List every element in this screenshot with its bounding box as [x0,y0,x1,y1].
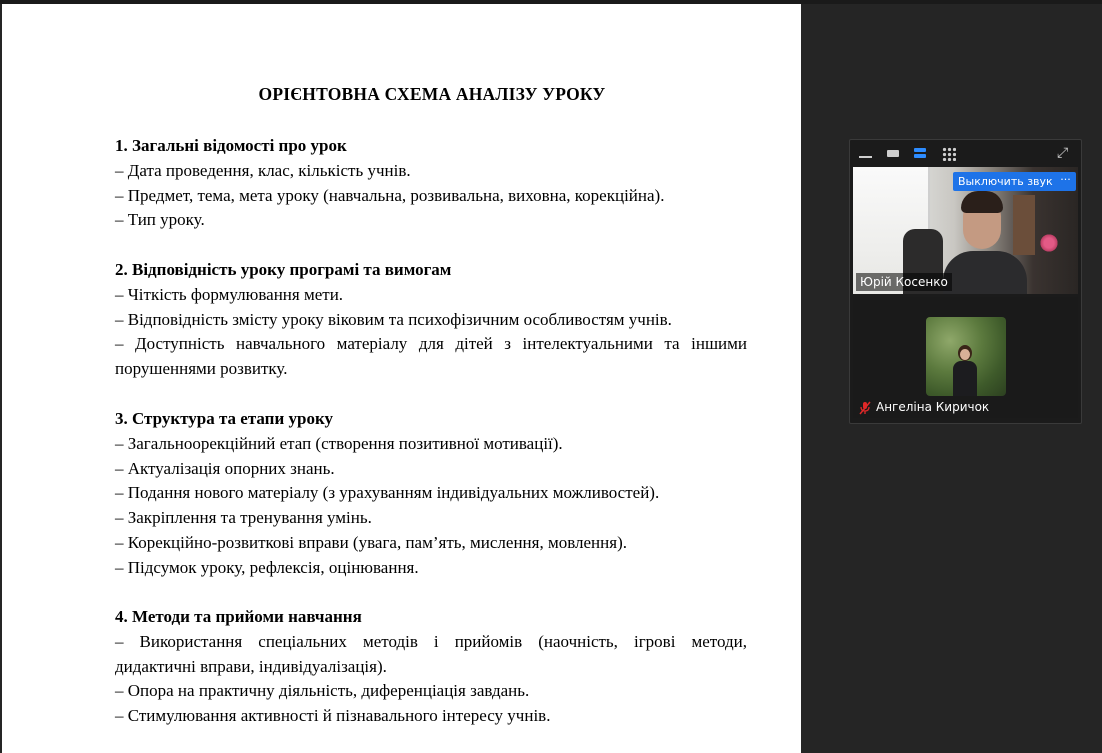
gallery-view-icon[interactable] [942,147,956,161]
section-heading: 4. Методи та прийоми навчання [115,607,362,626]
video-panel [849,139,1082,424]
section-line: – Стимулювання активності й пізнавального інтересу учнів. [115,706,551,726]
section-line: – Предмет, тема, мета уроку (навчальна, розвивальна, виховна, корекційна). [115,185,665,205]
shared-document [2,4,801,753]
section-line: – Доступність навчального матеріалу для дітей з інтелектуальними та іншими [115,334,747,354]
video-panel-toolbar [850,140,1081,167]
section-methods [115,605,747,729]
mute-participant-button[interactable]: Выключить звук [953,172,1058,191]
participant-name-row [858,399,989,415]
side-by-side-icon[interactable] [914,147,928,160]
section-line: – Підсумок уроку, рефлексія, оцінювання. [115,557,419,577]
document-title: ОРІЄНТОВНА СХЕМА АНАЛІЗУ УРОКУ [258,84,606,104]
section-line: – Загальноорекційний етап (створення позитивної мотивації). [115,433,563,453]
section-heading: 2. Відповідність уроку програмі та вимогам [115,260,452,279]
section-line: порушеннями розвитку. [115,359,288,379]
section-line: – Подання нового матеріалу (з урахуванням індивідуальних можливостей). [115,483,660,503]
muted-mic-icon [858,401,872,415]
participant-avatar-tile[interactable] [853,297,1078,418]
section-line: – Використання спеціальних методів і прийомів (наочність, ігрові методи, [115,631,747,651]
more-options-button[interactable]: ··· [1055,172,1076,191]
section-line: – Дата проведення, клас, кількість учнів. [115,160,411,180]
section-line: – Корекційно-розвиткові вправи (увага, пам’ять, мислення, мовлення). [115,532,627,552]
section-line: – Опора на практичну діяльність, диференціація завдань. [115,681,530,701]
participant-name: Юрій Косенко [856,273,952,291]
section-structure [115,407,747,581]
section-line: – Тип уроку. [115,210,205,230]
participant-video [943,191,1027,294]
expand-icon[interactable]: ⤢ [1057,145,1069,161]
participant-name: Ангеліна Киричок [876,400,990,414]
background-flowers [1039,233,1059,253]
section-heading: 1. Загальні відомості про урок [115,136,347,155]
section-line: дидактичні вправи, індивідуалізація). [115,656,387,676]
section-line: – Відповідність змісту уроку віковим та психофізичним особливостям учнів. [115,309,672,329]
section-line: – Актуалізація опорних знань. [115,458,335,478]
speaker-view-icon[interactable] [887,147,901,160]
section-general-info [115,134,747,233]
section-program-compliance [115,258,747,382]
section-line: – Закріплення та тренування умінь. [115,508,372,528]
section-line: – Чіткість формулювання мети. [115,284,344,304]
participant-video-tile[interactable] [853,167,1078,294]
minimize-icon[interactable] [859,147,873,160]
avatar [926,317,1006,396]
section-heading: 3. Структура та етапи уроку [115,409,334,428]
